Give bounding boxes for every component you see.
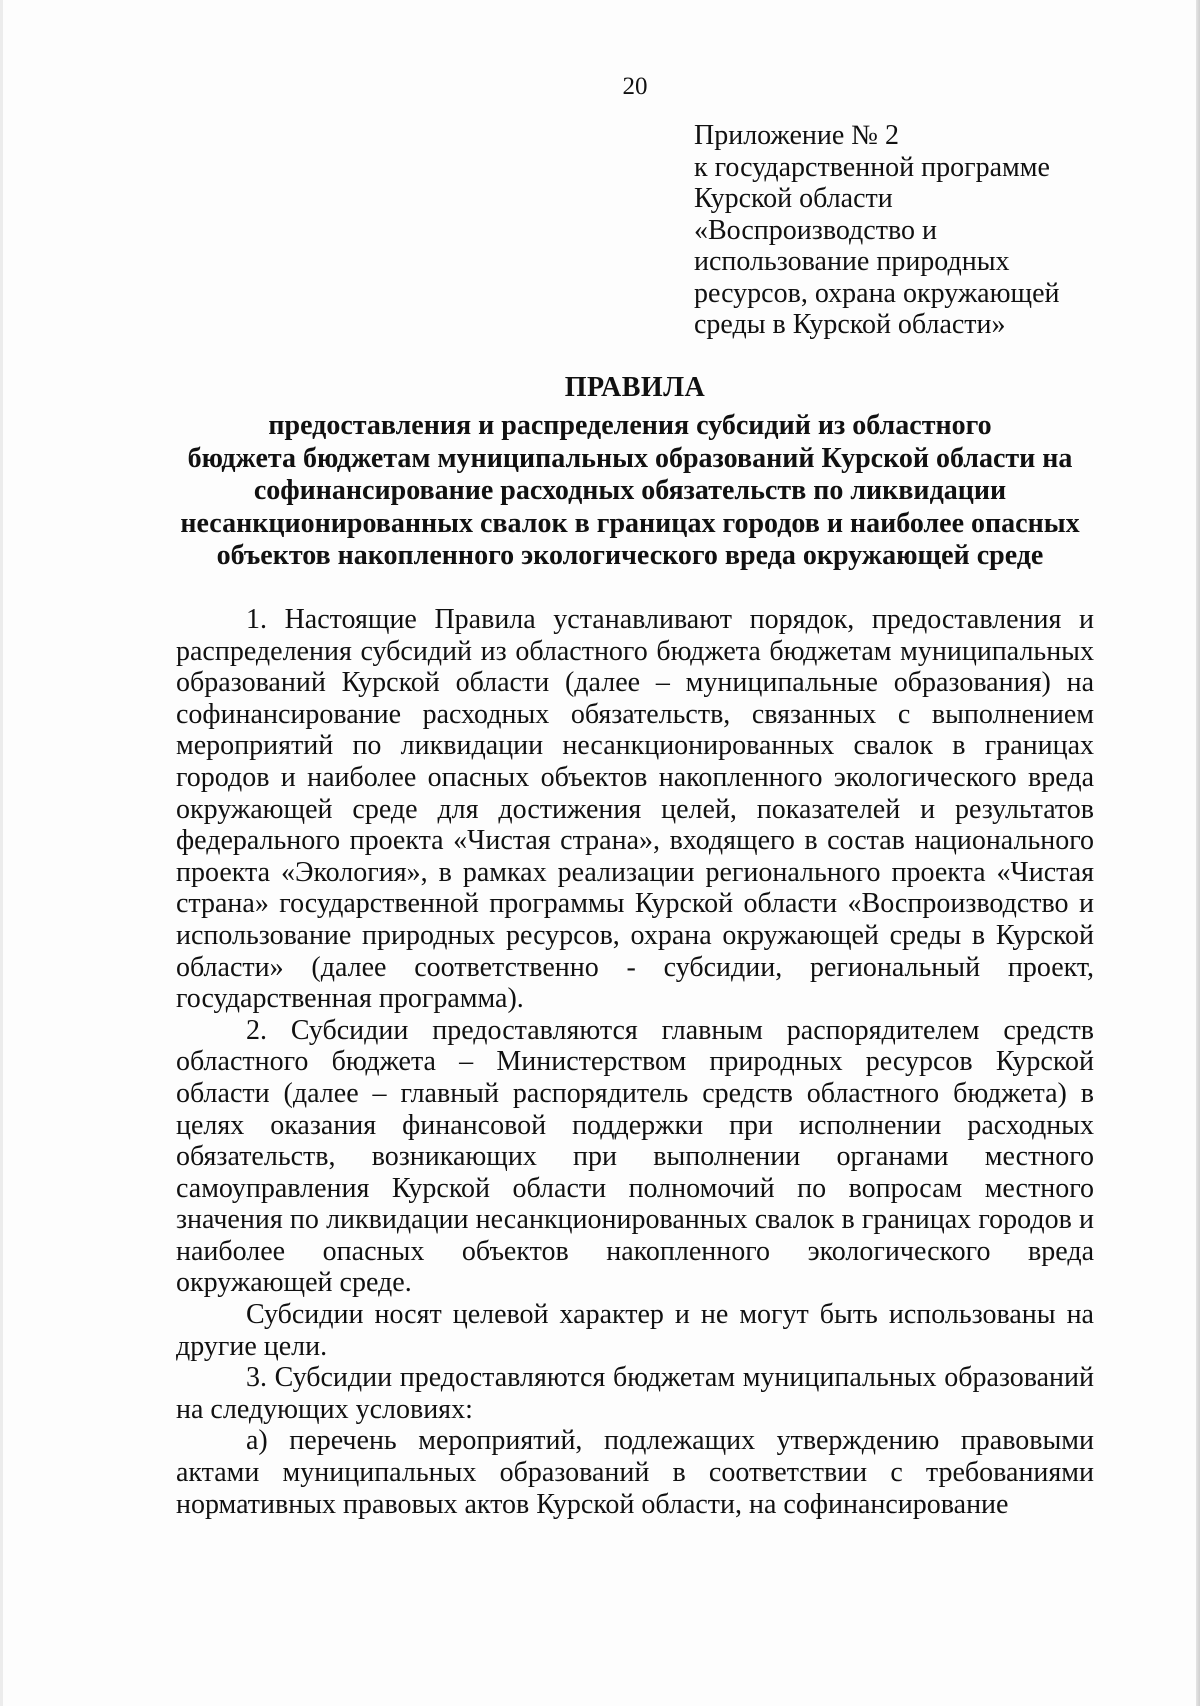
paragraph-1: 1. Настоящие Правила устанавливают порядок, предоставления и распределения субсидий из областного бюджета бюджетам муниципальных образований Курской области (далее – муниципальные образования) на софинансирование расходных обязательств, связанных с выполнением мероприятий по ликвидации несанкционированных свалок в границах городов и наиболее опасных объектов накопленного экологического вреда окружающей среде для достижения целей, показателей и результатов федерального проекта «Чистая страна», входящего в состав национального проекта «Экология», в рамках реализации регионального проекта «Чистая страна» государственной программы Курской области «Воспроизводство и использование природных ресурсов, охрана окружающей среды в Курской области» (далее соответственно - субсидии, региональный проект, государственная программа).	[176, 604, 1094, 1015]
page-number: 20	[622, 73, 648, 100]
heading-line: объектов накопленного экологического вреда окружающей среде	[216, 540, 1044, 571]
heading-line: софинансирование расходных обязательств по ликвидации	[253, 475, 1007, 506]
paragraph-3: 3. Субсидии предоставляются бюджетам муниципальных образований на следующих условиях:	[176, 1362, 1094, 1425]
document-heading	[160, 410, 1100, 573]
paragraph-2-note: Субсидии носят целевой характер и не могут быть использованы на другие цели.	[176, 1299, 1094, 1362]
document-title: ПРАВИЛА	[564, 372, 706, 403]
paragraph-3a: а) перечень мероприятий, подлежащих утверждению правовыми актами муниципальных образований в соответствии с требованиями нормативных правовых актов Курской области, на софинансирование	[176, 1425, 1094, 1520]
document-body	[176, 604, 1094, 1520]
heading-line: предоставления и распределения субсидий из областного	[268, 410, 992, 441]
appendix-line: среды в Курской области»	[694, 309, 1006, 340]
appendix-line: Курской области	[694, 183, 893, 214]
appendix-line: использование природных	[694, 246, 1010, 277]
paragraph-2: 2. Субсидии предоставляются главным распорядителем средств областного бюджета – Министерством природных ресурсов Курской области (далее – главный распорядитель средств областного бюджета) в целях оказания финансовой поддержки при исполнении расходных обязательств, возникающих при выполнении органами местного самоуправления Курской области полномочий по вопросам местного значения по ликвидации несанкционированных свалок в границах городов и наиболее опасных объектов накопленного экологического вреда окружающей среде.	[176, 1014, 1094, 1299]
scan-left-edge	[0, 0, 3, 1706]
heading-line: бюджета бюджетам муниципальных образований Курской области на	[187, 442, 1073, 474]
appendix-line: «Воспроизводство и	[694, 214, 937, 246]
appendix-line: к государственной программе	[694, 151, 1050, 183]
appendix-line: Приложение № 2	[694, 120, 899, 151]
appendix-block	[694, 120, 1114, 341]
appendix-line: ресурсов, охрана окружающей	[694, 277, 1060, 309]
scan-right-edge	[1196, 0, 1200, 1706]
heading-line: несанкционированных свалок в границах городов и наиболее опасных	[180, 507, 1080, 539]
